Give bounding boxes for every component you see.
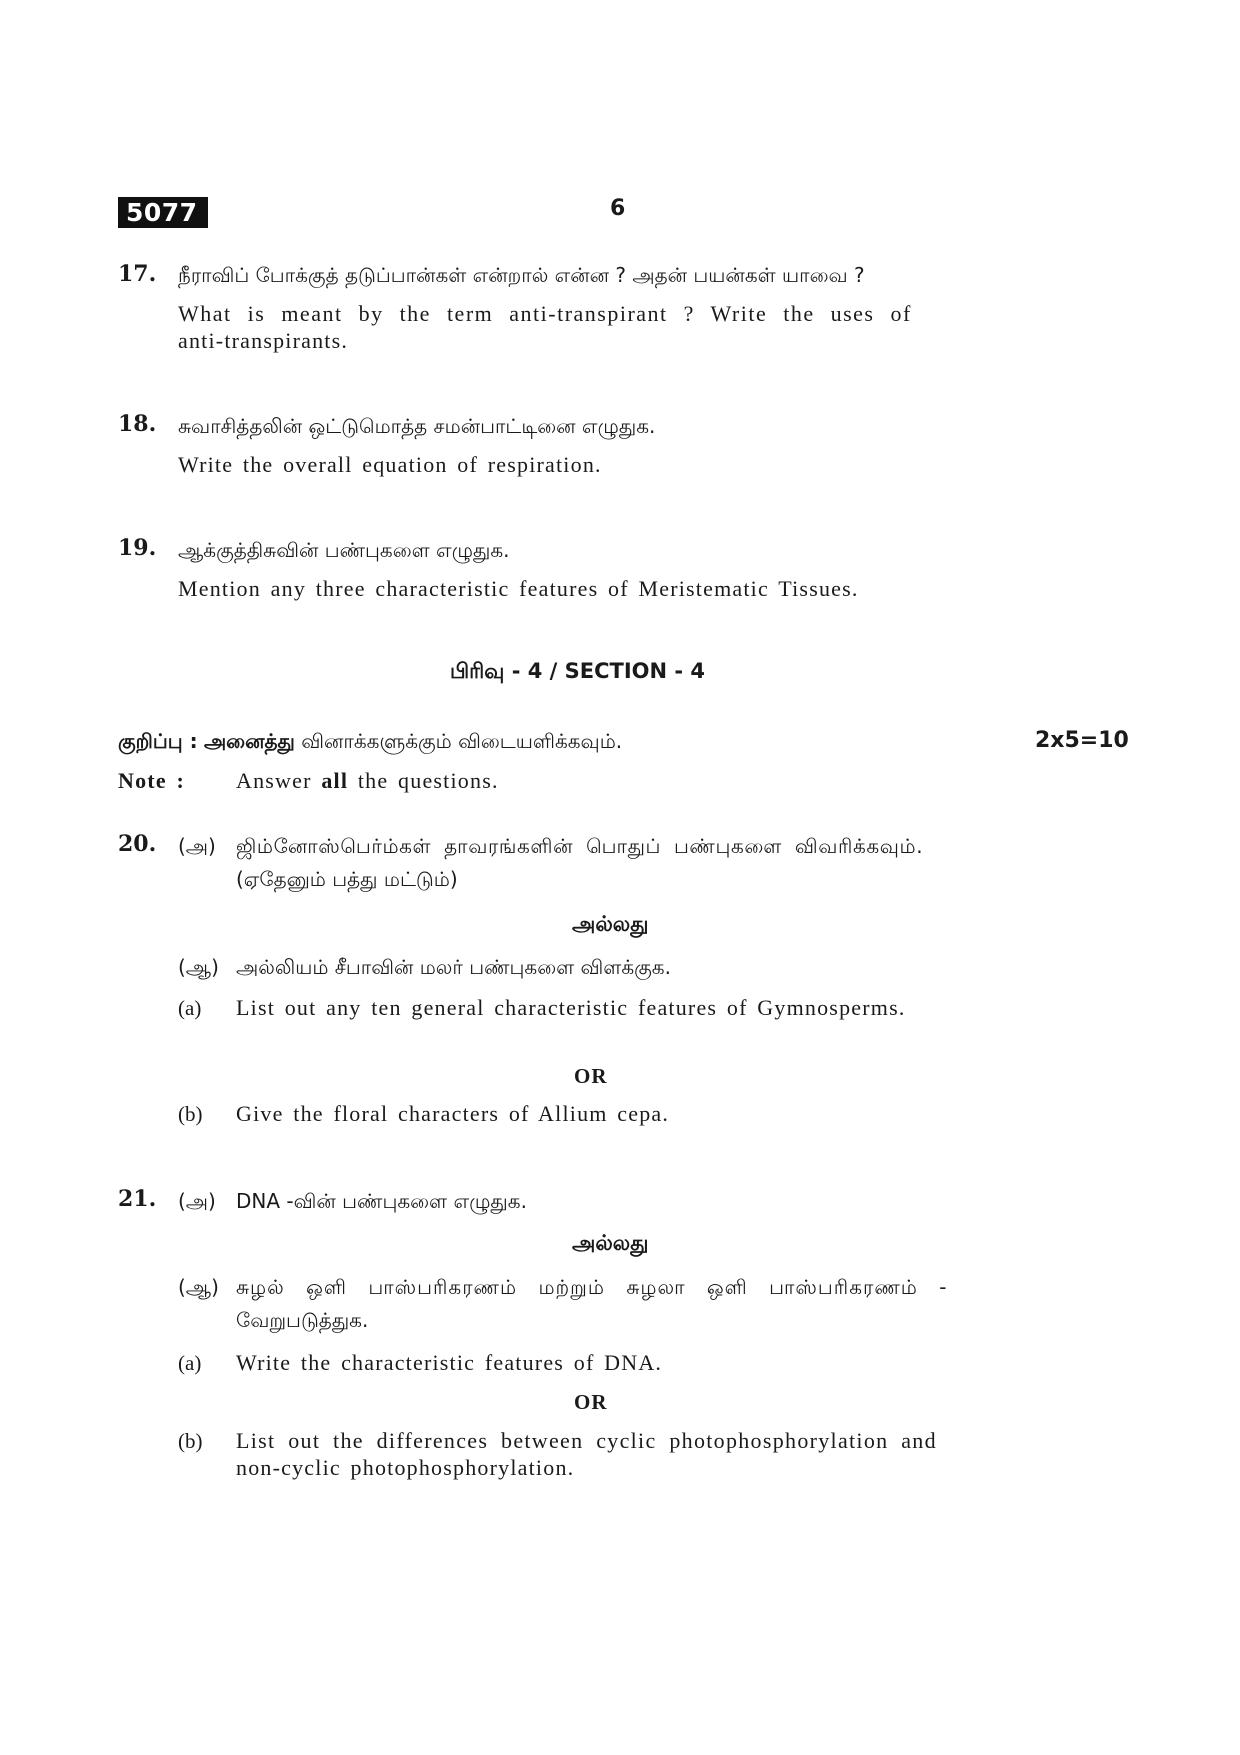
q21-or-english: OR — [574, 1390, 608, 1414]
q21-b-tamil-line1: சுழல் ஒளி பாஸ்பரிகரணம் மற்றும் சுழலா ஒளி பாஸ்பரிகரணம் - — [236, 1275, 948, 1299]
q20-a-english: List out any ten general characteristic features of Gymnosperms. — [236, 995, 906, 1020]
q21-a-tamil: DNA -வின் பண்புகளை எழுதுக. — [236, 1189, 527, 1213]
note-english-label: Note : — [118, 768, 186, 793]
q21-a-label-tamil: (அ) — [178, 1189, 216, 1213]
note-english — [236, 768, 499, 794]
question-number-18: 18. — [118, 411, 157, 437]
paper-code-badge: 5077 — [118, 197, 208, 228]
q20-b-label-english: (b) — [178, 1102, 203, 1126]
note-english-post: the questions. — [357, 768, 499, 793]
note-tamil-bold: அனைத்து — [203, 729, 295, 753]
page-number: 6 — [610, 196, 626, 221]
q20-or-english: OR — [574, 1064, 608, 1088]
question-18-english: Write the overall equation of respiration. — [178, 452, 602, 477]
note-tamil-rest: வினாக்களுக்கும் விடையளிக்கவும். — [301, 729, 623, 753]
q20-or-tamil: அல்லது — [572, 912, 649, 936]
q20-b-label-tamil: (ஆ) — [178, 955, 219, 979]
section-heading-tamil: பிரிவு — [450, 659, 505, 683]
note-tamil-label: குறிப்பு : — [118, 729, 198, 753]
q20-b-english: Give the floral characters of Allium cepa. — [236, 1101, 670, 1126]
q21-a-label-english: (a) — [178, 1351, 202, 1375]
question-18-tamil: சுவாசித்தலின் ஒட்டுமொத்த சமன்பாட்டினை எழுதுக. — [178, 414, 656, 438]
section-heading-title: - 4 / SECTION - 4 — [511, 659, 706, 683]
question-number-20: 20. — [118, 831, 157, 857]
note-english-pre: Answer — [236, 768, 312, 793]
note-tamil — [118, 729, 622, 756]
q21-b-tamil-line2: வேறுபடுத்துக. — [236, 1308, 369, 1332]
q20-a-tamil-line2: (ஏதேனும் பத்து மட்டும்) — [236, 867, 458, 891]
q21-b-english-line1: List out the differences between cyclic photophosphorylation and — [236, 1428, 937, 1453]
q20-a-label-tamil: (அ) — [178, 834, 216, 858]
question-17-english-line1: What is meant by the term anti-transpirant ? Write the uses of — [178, 301, 912, 326]
question-17-english-line2: anti-transpirants. — [178, 328, 349, 353]
q21-b-english-line2: non-cyclic photophosphorylation. — [236, 1455, 575, 1480]
note-english-label-row — [118, 768, 185, 794]
q21-or-tamil: அல்லது — [572, 1231, 649, 1255]
note-english-bold: all — [321, 768, 349, 793]
q20-a-label-english: (a) — [178, 996, 202, 1020]
question-number-17: 17. — [118, 261, 157, 287]
q20-b-tamil: அல்லியம் சீபாவின் மலர் பண்புகளை விளக்குக. — [236, 955, 671, 979]
q21-b-label-english: (b) — [178, 1429, 203, 1453]
question-number-19: 19. — [118, 535, 157, 561]
q21-b-label-tamil: (ஆ) — [178, 1275, 219, 1299]
q20-a-tamil-line1: ஜிம்னோஸ்பெர்ம்கள் தாவரங்களின் பொதுப் பண்புகளை விவரிக்கவும். — [236, 834, 924, 858]
section-marks: 2x5=10 — [1035, 728, 1129, 753]
question-19-english: Mention any three characteristic features of Meristematic Tissues. — [178, 576, 859, 601]
question-17-tamil: நீராவிப் போக்குத் தடுப்பான்கள் என்றால் என்ன ? அதன் பயன்கள் யாவை ? — [178, 263, 865, 287]
question-number-21: 21. — [118, 1186, 157, 1212]
question-19-tamil: ஆக்குத்திசுவின் பண்புகளை எழுதுக. — [178, 538, 510, 562]
section-heading — [450, 659, 705, 686]
q21-a-english: Write the characteristic features of DNA. — [236, 1350, 663, 1375]
